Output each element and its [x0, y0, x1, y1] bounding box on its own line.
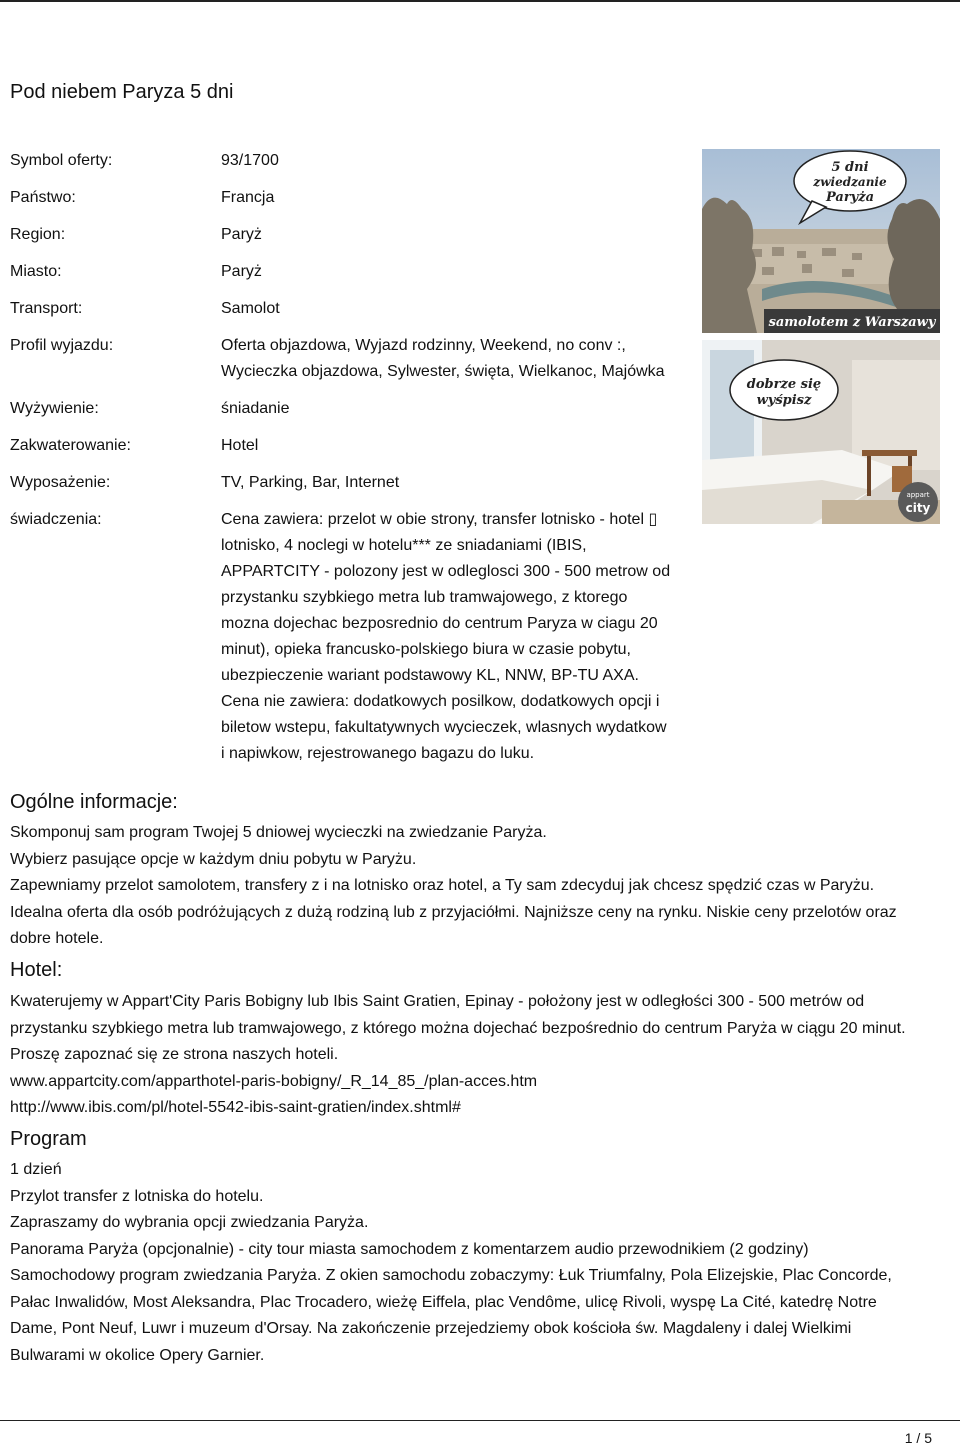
program-line: Przylot transfer z lotniska do hotelu. — [10, 1187, 264, 1205]
program-text — [10, 1157, 952, 1369]
services-line: lotnisko, 4 noclegi w hotelu*** ze sniadaniami (IBIS, — [221, 537, 587, 554]
logo-text-1: appart — [906, 491, 930, 499]
top-rule — [0, 0, 960, 2]
spec-label: Region: — [10, 226, 66, 243]
bubble-text-1: 5 dni — [831, 160, 869, 175]
services-line: Cena nie zawiera: dodatkowych posilkow, dodatkowych opcji i — [221, 693, 660, 710]
page-title: Pod niebem Paryza 5 dni — [10, 81, 234, 103]
services-text — [221, 507, 699, 767]
spec-value-line: Wycieczka objazdowa, Sylwester, święta, Wielkanoc, Majówka — [221, 363, 665, 380]
services-line: Cena zawiera: przelot w obie strony, transfer lotnisko - hotel ▯ — [221, 511, 658, 528]
spec-value: TV, Parking, Bar, Internet — [221, 474, 400, 491]
hotel-line: Proszę zapoznać się ze strona naszych hoteli. — [10, 1046, 339, 1063]
spec-value: śniadanie — [221, 400, 290, 417]
general-line: Wybierz pasujące opcje w każdym dniu pobytu w Paryżu. — [10, 850, 417, 868]
spec-value — [221, 333, 701, 385]
spec-value: Samolot — [221, 300, 280, 317]
spec-label: Profil wyjazdu: — [10, 337, 114, 354]
services-line: biletow wstepu, fakultatywnych wycieczek, wlasnych wydatkow — [221, 719, 667, 736]
spec-label: Miasto: — [10, 263, 62, 280]
program-line: Pałac Inwalidów, Most Aleksandra, Plac Trocadero, wieżę Eiffela, plac Vendôme, ulicę Rivoli, wyspę La Cité, katedrę Notre — [10, 1293, 877, 1311]
spec-value: Paryż — [221, 263, 262, 280]
spec-label: Transport: — [10, 300, 83, 317]
program-heading: Program — [10, 1128, 87, 1150]
general-line: dobre hotele. — [10, 930, 104, 947]
spec-value: Hotel — [221, 437, 259, 454]
program-line: Bulwarami w okolice Opery Garnier. — [10, 1346, 265, 1364]
hotel-heading: Hotel: — [10, 959, 63, 981]
spec-label: Symbol oferty: — [10, 152, 113, 169]
hotel-room-illustration — [702, 340, 940, 524]
hotel-link[interactable]: http://www.ibis.com/pl/hotel-5542-ibis-saint-gratien/index.shtml# — [10, 1099, 461, 1116]
spec-label: Państwo: — [10, 189, 76, 206]
spec-label: Zakwaterowanie: — [10, 437, 131, 454]
program-line: 1 dzień — [10, 1161, 62, 1178]
spec-label: Wyposażenie: — [10, 474, 111, 491]
hotel-line: Kwaterujemy w Appart'City Paris Bobigny lub Ibis Saint Gratien, Epinay - położony jest w odległości 300 - 500 metrów od — [10, 993, 865, 1010]
bubble-text-3: Paryża — [825, 190, 875, 205]
general-text — [10, 820, 952, 953]
banner-text: samolotem z Warszawy — [768, 315, 936, 330]
program-line: Zapraszamy do wybrania opcji zwiedzania Paryża. — [10, 1214, 369, 1231]
program-line: Samochodowy program zwiedzania Paryża. Z okien samochodu zobaczymy: Łuk Triumfalny, Pola Elizejskie, Plac Concorde, — [10, 1267, 892, 1284]
services-line: mozna dojechac bezposrednio do centrum Paryza w ciagu 20 — [221, 615, 658, 632]
page-number: 1 / 5 — [904, 1430, 932, 1446]
general-line: Idealna oferta dla osób podróżujących z dużą rodziną lub z przyjaciółmi. Najniższe ceny na rynku. Niskie ceny przelotów oraz — [10, 903, 897, 921]
program-line: Dame, Pont Neuf, Luwr i muzeum d'Orsay. Na zakończenie przejedziemy obok kościoła św. Magdaleny i dalej Wielkimi — [10, 1320, 852, 1337]
spec-value: Paryż — [221, 226, 262, 243]
bottom-rule — [0, 1420, 960, 1421]
general-line: Skomponuj sam program Twojej 5 dniowej wycieczki na zwiedzanie Paryża. — [10, 824, 547, 841]
spec-value: 93/1700 — [221, 152, 279, 169]
paris-promo-image — [702, 149, 940, 333]
hotel-line: przystanku szybkiego metra lub tramwajowego, z którego można dojechać bezpośrednio do centrum Paryża w ciągu 20 minut. — [10, 1019, 906, 1037]
hotel-text — [10, 989, 952, 1122]
program-line: Panorama Paryża (opcjonalnie) - city tour miasta samochodem z komentarzem audio przewodnikiem (2 godziny) — [10, 1240, 809, 1258]
spec-label: świadczenia: — [10, 511, 102, 528]
services-line: APPARTCITY - polozony jest w odleglosci 300 - 500 metrow od — [221, 563, 671, 580]
services-line: i napiwkow, rejestrowanego bagazu do luku. — [221, 745, 535, 762]
services-line: ubezpieczenie wariant podstawowy KL, NNW, BP-TU AXA. — [221, 667, 639, 684]
services-line: przystanku szybkiego metra lub tramwajowego, z ktorego — [221, 589, 628, 606]
spec-value-line: Oferta objazdowa, Wyjazd rodzinny, Weekend, no conv :, — [221, 337, 626, 354]
hotel-room-image — [702, 340, 940, 524]
general-line: Zapewniamy przelot samolotem, transfery z i na lotnisko oraz hotel, a Ty sam zdecyduj jak chcesz spędzić czas w Paryżu. — [10, 877, 875, 894]
hotel-link[interactable]: www.appartcity.com/apparthotel-paris-bobigny/_R_14_85_/plan-acces.htm — [10, 1072, 538, 1090]
spec-label: Wyżywienie: — [10, 400, 99, 417]
paris-promo-illustration — [702, 149, 940, 333]
bubble-text-1: dobrze się — [746, 377, 822, 392]
services-line: minut), opieka francusko-polskiego biura w czasie pobytu, — [221, 641, 631, 658]
bubble-text-2: zwiedzanie — [813, 175, 887, 189]
spec-value: Francja — [221, 189, 275, 206]
general-heading: Ogólne informacje: — [10, 791, 178, 813]
bubble-text-2: wyśpisz — [756, 393, 812, 408]
logo-text-2: city — [905, 501, 931, 515]
